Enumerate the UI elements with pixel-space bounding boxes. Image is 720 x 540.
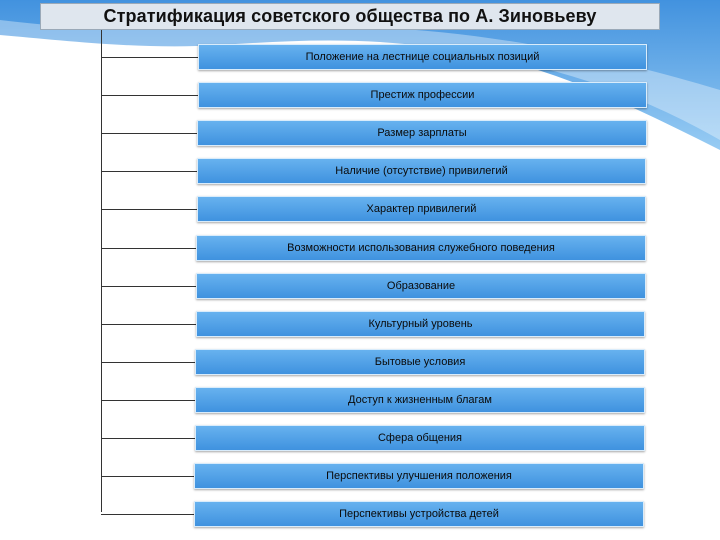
criterion-box: Образование [196,273,646,299]
connector-line [101,286,196,287]
connector-line [101,95,198,96]
criterion-box: Престиж профессии [198,82,647,108]
connector-line [101,133,197,134]
criterion-box: Положение на лестнице социальных позиций [198,44,647,70]
connector-line [101,171,197,172]
criterion-box: Сфера общения [195,425,645,451]
tree-spine [101,30,102,512]
criterion-box: Бытовые условия [195,349,645,375]
criterion-box: Наличие (отсутствие) привилегий [197,158,646,184]
criterion-box: Доступ к жизненным благам [195,387,645,413]
connector-line [101,248,196,249]
connector-line [101,324,196,325]
criterion-box: Перспективы устройства детей [194,501,644,527]
connector-line [101,400,195,401]
connector-line [101,514,194,515]
criterion-box: Размер зарплаты [197,120,647,146]
connector-line [101,476,194,477]
connector-line [101,209,197,210]
criterion-box: Возможности использования служебного поведения [196,235,646,261]
page-title: Стратификация советского общества по А. Зиновьеву [40,3,660,30]
criterion-box: Культурный уровень [196,311,645,337]
connector-line [101,362,195,363]
connector-line [101,438,195,439]
connector-line [101,57,198,58]
criterion-box: Перспективы улучшения положения [194,463,644,489]
criterion-box: Характер привилегий [197,196,646,222]
